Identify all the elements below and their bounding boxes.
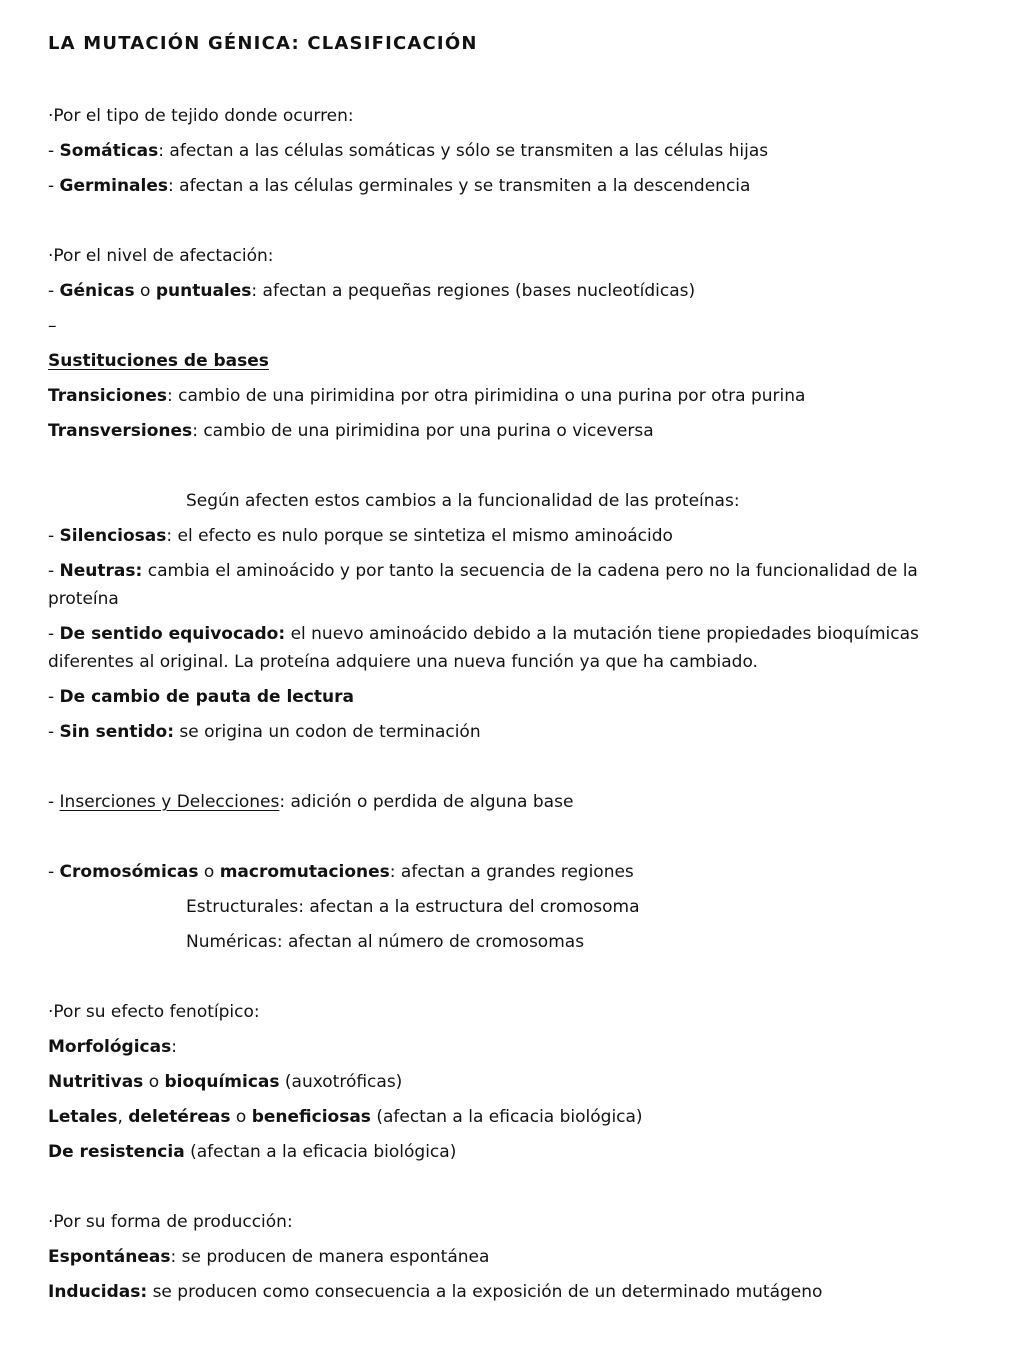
text-run: Somáticas [59, 141, 159, 161]
text-run: Germinales [59, 176, 169, 196]
text-run: o [230, 1107, 252, 1127]
text-run: : cambio de una pirimidina por una purina o viceversa [192, 421, 654, 441]
text-run: Sustituciones de bases [48, 351, 269, 371]
text-run: - [48, 792, 60, 812]
text-run: De sentido equivocado: [59, 624, 286, 644]
text-run: : afectan a las células germinales y se transmiten a la descendencia [168, 176, 751, 196]
text-run: - [48, 687, 60, 707]
text-run: : afectan a pequeñas regiones (bases nucleotídicas) [251, 281, 696, 301]
text-run: Inducidas: [48, 1282, 148, 1302]
text-run: Nutritivas [48, 1072, 144, 1092]
paragraph [48, 1208, 990, 1236]
text-run: - [48, 561, 60, 581]
text-run: beneficiosas [251, 1107, 371, 1127]
paragraph [48, 1068, 990, 1096]
blank-line [48, 753, 990, 781]
text-run: : adición o perdida de alguna base [279, 792, 574, 812]
paragraph [48, 382, 990, 410]
text-run: Numéricas: afectan al número de cromosomas [186, 932, 585, 952]
paragraph [48, 102, 990, 130]
text-run: ·Por su efecto fenotípico: [48, 1002, 260, 1022]
text-run: Según afecten estos cambios a la funcionalidad de las proteínas: [186, 491, 740, 511]
paragraph [48, 137, 990, 165]
text-run: ·Por su forma de producción: [48, 1212, 293, 1232]
paragraph [48, 312, 990, 340]
paragraph [48, 277, 990, 305]
paragraph [48, 1138, 990, 1166]
text-run: el nuevo aminoácido debido a la mutación tiene propiedades bioquímicas diferentes al original. La proteína adquiere una nueva función ya que ha cambiado. [48, 624, 919, 672]
blank-line [48, 207, 990, 235]
text-run: bioquímicas [164, 1072, 280, 1092]
paragraph [48, 858, 990, 886]
text-run: Estructurales: afectan a la estructura del cromosoma [186, 897, 640, 917]
text-run: : el efecto es nulo porque se sintetiza el mismo aminoácido [166, 526, 673, 546]
paragraph [48, 1033, 990, 1061]
text-run: - [48, 862, 60, 882]
paragraph [48, 522, 990, 550]
paragraph [48, 788, 990, 816]
text-run: se origina un codon de terminación [174, 722, 481, 742]
text-run: cambia el aminoácido y por tanto la secuencia de la cadena pero no la funcionalidad de la proteína [48, 561, 918, 609]
text-run: o [143, 1072, 165, 1092]
paragraph [48, 718, 990, 746]
text-run: ·Por el nivel de afectación: [48, 246, 274, 266]
paragraph [48, 172, 990, 200]
text-run: : se producen de manera espontánea [170, 1247, 490, 1267]
text-run: : afectan a las células somáticas y sólo se transmiten a las células hijas [158, 141, 769, 161]
text-run: - [48, 722, 60, 742]
blank-line [48, 823, 990, 851]
text-run: Silenciosas [59, 526, 167, 546]
text-run: Espontáneas [48, 1247, 171, 1267]
text-run: ·Por el tipo de tejido donde ocurren: [48, 106, 354, 126]
text-run: deletéreas [128, 1107, 231, 1127]
text-run: - [48, 624, 60, 644]
text-run: Morfológicas [48, 1037, 172, 1057]
page-title: LA MUTACIÓN GÉNICA: CLASIFICACIÓN [48, 33, 478, 54]
text-run: : [171, 1037, 177, 1057]
paragraph [48, 683, 990, 711]
text-run: (auxotróficas) [279, 1072, 403, 1092]
text-run: se producen como consecuencia a la exposición de un determinado mutágeno [147, 1282, 823, 1302]
text-run: : cambio de una pirimidina por otra pirimidina o una purina por otra purina [166, 386, 806, 406]
blank-line [48, 963, 990, 991]
text-run: - [48, 281, 60, 301]
text-run: - [48, 176, 60, 196]
text-run: Sin sentido: [59, 722, 174, 742]
paragraph [48, 1103, 990, 1131]
paragraph [48, 242, 990, 270]
text-run: macromutaciones [219, 862, 390, 882]
text-run: (afectan a la eficacia biológica) [184, 1142, 457, 1162]
paragraph [48, 417, 990, 445]
text-run: o [198, 862, 220, 882]
text-run: - [48, 141, 60, 161]
paragraph [48, 347, 990, 375]
blank-line [48, 1173, 990, 1201]
blank-line [48, 452, 990, 480]
paragraph [48, 998, 990, 1026]
paragraph [48, 620, 990, 676]
text-run: , [117, 1107, 129, 1127]
text-run: De resistencia [48, 1142, 185, 1162]
text-run: De cambio de pauta de lectura [59, 687, 354, 707]
paragraph [186, 487, 990, 515]
text-run: : afectan a grandes regiones [389, 862, 634, 882]
text-run: Transiciones [48, 386, 167, 406]
paragraph [48, 1243, 990, 1271]
paragraph [186, 928, 990, 956]
text-run: Cromosómicas [59, 862, 199, 882]
paragraph [48, 557, 990, 613]
text-run: o [134, 281, 156, 301]
text-run: Neutras: [59, 561, 143, 581]
text-run: Letales [48, 1107, 118, 1127]
text-run: Transversiones [48, 421, 193, 441]
paragraph [48, 1278, 990, 1306]
text-run: Génicas [59, 281, 135, 301]
text-run: puntuales [155, 281, 252, 301]
text-run: (afectan a la eficacia biológica) [370, 1107, 643, 1127]
text-run: - [48, 526, 60, 546]
paragraph [186, 893, 990, 921]
text-run: Inserciones y Delecciones [59, 792, 280, 812]
document-body [48, 102, 990, 1306]
text-run: – [48, 316, 57, 336]
